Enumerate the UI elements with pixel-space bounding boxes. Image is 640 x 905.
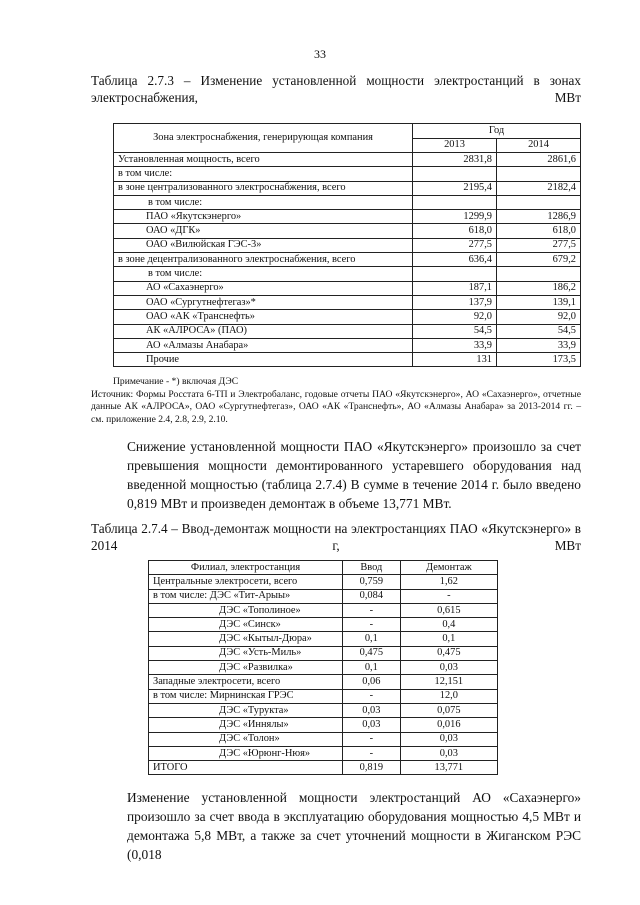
table1-value-2014: 33,9 — [497, 338, 581, 352]
table2-value-removal: 0,03 — [400, 746, 497, 760]
paragraph-1-text: Снижение установленной мощности ПАО «Якутскэнерго» произошло за счет превышения мощности демонтированного устаревшего оборудования над введенной мощностью (таблица 2.7.4) В сумме в течение 2014 г. было введено 0,819 МВт и произведен демонтаж в объеме 13,771 МВт. — [127, 439, 581, 511]
table1-row — [114, 195, 581, 209]
table2-value-removal: 12,151 — [400, 675, 497, 689]
table1-value-2013: 2195,4 — [413, 181, 497, 195]
table2-row — [149, 575, 498, 589]
table2-value-removal: 0,016 — [400, 718, 497, 732]
table2-value-input: 0,475 — [343, 646, 401, 660]
table2-value-input: 0,819 — [343, 761, 401, 775]
table1-row — [114, 295, 581, 309]
table1-source: Источник: Формы Росстата 6-ТП и Электробаланс, годовые отчеты ПАО «Якутскэнерго», АО «Сахаэнерго», отчетные данные АК «АЛРОСА», ОАО «Сургутнефтегаз», ОАО «АК «Транснефть», АО «Алмазы Анабара» за 2013-2014 гг. – см. приложение 2.4, 2.8, 2.9, 2.10. — [91, 388, 581, 425]
table1-row-label: ОАО «АК «Транснефть» — [114, 310, 413, 324]
table1-value-2013: 92,0 — [413, 310, 497, 324]
table1-value-2013: 137,9 — [413, 295, 497, 309]
table2-value-input: 0,1 — [343, 661, 401, 675]
table2-value-input: - — [343, 618, 401, 632]
table1-value-2013: 33,9 — [413, 338, 497, 352]
table1-row — [114, 210, 581, 224]
table1-value-2014: 2861,6 — [497, 153, 581, 167]
table1-row-label: ОАО «Вилюйская ГЭС-3» — [114, 238, 413, 252]
table1-row — [114, 267, 581, 281]
table1-row-label: ОАО «Сургутнефтегаз»* — [114, 295, 413, 309]
table2-value-removal: 0,4 — [400, 618, 497, 632]
table2-row — [149, 646, 498, 660]
table2-value-input: 0,06 — [343, 675, 401, 689]
table1-row-label: в том числе: — [114, 267, 413, 281]
table2-row — [149, 675, 498, 689]
table2-row-label: ДЭС «Развилка» — [149, 661, 343, 675]
table2-row-label: ИТОГО — [149, 761, 343, 775]
table1-value-2014: 54,5 — [497, 324, 581, 338]
table1-header-year: Год — [413, 124, 581, 139]
table1-value-2014: 1286,9 — [497, 210, 581, 224]
table1-value-2014: 139,1 — [497, 295, 581, 309]
table1-row — [114, 324, 581, 338]
table1-value-2013: 2831,8 — [413, 153, 497, 167]
table2-row — [149, 718, 498, 732]
table2-row — [149, 661, 498, 675]
table1-value-2013 — [413, 267, 497, 281]
table1-row — [114, 338, 581, 352]
table1-value-2014: 2182,4 — [497, 181, 581, 195]
table1-value-2013 — [413, 195, 497, 209]
table2-row — [149, 732, 498, 746]
table1-value-2014: 618,0 — [497, 224, 581, 238]
table2-row-label: ДЭС «Синск» — [149, 618, 343, 632]
table2-row-label: ДЭС «Усть-Миль» — [149, 646, 343, 660]
table1-value-2014 — [497, 195, 581, 209]
table1-value-2013: 1299,9 — [413, 210, 497, 224]
table2-row-label: ДЭС «Иннялы» — [149, 718, 343, 732]
table1-installed-capacity — [113, 123, 581, 367]
table2-row — [149, 761, 498, 775]
table2-value-removal: 13,771 — [400, 761, 497, 775]
table2-input-removal — [148, 560, 498, 775]
table1-value-2014: 92,0 — [497, 310, 581, 324]
table1-value-2014: 173,5 — [497, 353, 581, 367]
table1-row-label: ПАО «Якутскэнерго» — [114, 210, 413, 224]
table2-row-label: Центральные электросети, всего — [149, 575, 343, 589]
table2-row — [149, 589, 498, 603]
paragraph-2 — [91, 788, 581, 864]
table1-header-2014: 2014 — [497, 138, 581, 153]
table1-value-2013: 277,5 — [413, 238, 497, 252]
table1-row — [114, 153, 581, 167]
table1-row — [114, 224, 581, 238]
table1-row-label: в зоне децентрализованного электроснабжения, всего — [114, 253, 413, 267]
table1-row-label: в зоне централизованного электроснабжения, всего — [114, 181, 413, 195]
table2-value-input: 0,03 — [343, 703, 401, 717]
table2-value-input: - — [343, 603, 401, 617]
table1-row-label: АК «АЛРОСА» (ПАО) — [114, 324, 413, 338]
table1-row-label: Прочие — [114, 353, 413, 367]
table1-header-company: Зона электроснабжения, генерирующая компания — [114, 124, 413, 153]
table1-row-label: АО «Алмазы Анабара» — [114, 338, 413, 352]
table2-row — [149, 618, 498, 632]
table2-row — [149, 632, 498, 646]
table2-row-label: ДЭС «Толон» — [149, 732, 343, 746]
table1-value-2014: 186,2 — [497, 281, 581, 295]
table1-row — [114, 310, 581, 324]
table2-value-input: - — [343, 732, 401, 746]
table1-value-2013: 54,5 — [413, 324, 497, 338]
table2-value-input: 0,03 — [343, 718, 401, 732]
table2-value-removal: 12,0 — [400, 689, 497, 703]
table2-row — [149, 603, 498, 617]
table2-value-removal: 0,1 — [400, 632, 497, 646]
table2-row-label: ДЭС «Юрюнг-Нюя» — [149, 746, 343, 760]
table2-value-input: 0,759 — [343, 575, 401, 589]
table2-row-label: Западные электросети, всего — [149, 675, 343, 689]
table2-caption: Таблица 2.7.4 – Ввод-демонтаж мощности на электростанциях ПАО «Якутскэнерго» в 2014 г, МВт — [91, 521, 581, 553]
table1-header-2013: 2013 — [413, 138, 497, 153]
table1-value-2013: 187,1 — [413, 281, 497, 295]
table2-value-removal: - — [400, 589, 497, 603]
table2-value-removal: 0,075 — [400, 703, 497, 717]
table1-row — [114, 238, 581, 252]
table2-header-branch: Филиал, электростанция — [149, 561, 343, 575]
table1-value-2013: 131 — [413, 353, 497, 367]
table2-value-removal: 0,615 — [400, 603, 497, 617]
table1-row-label: Установленная мощность, всего — [114, 153, 413, 167]
table1-row-label: в том числе: — [114, 195, 413, 209]
table2-header-removal: Демонтаж — [400, 561, 497, 575]
paragraph-1 — [91, 437, 581, 513]
table1-value-2013: 618,0 — [413, 224, 497, 238]
table1-row-label: в том числе: — [114, 167, 413, 181]
table2-row-label: ДЭС «Кытыл-Дюра» — [149, 632, 343, 646]
page-number: 33 — [314, 47, 326, 61]
table2-value-removal: 0,03 — [400, 661, 497, 675]
table2-value-input: - — [343, 689, 401, 703]
table2-row-label: в том числе: Мирнинская ГРЭС — [149, 689, 343, 703]
table1-value-2014: 679,2 — [497, 253, 581, 267]
table1-row — [114, 181, 581, 195]
table1-notes — [91, 376, 581, 426]
table1-caption: Таблица 2.7.3 – Изменение установленной мощности электростанций в зонах электроснабжения, МВт — [91, 73, 581, 105]
table2-value-removal: 0,03 — [400, 732, 497, 746]
paragraph-2-text: Изменение установленной мощности электростанций АО «Сахаэнерго» произошло за счет ввода в эксплуатацию оборудования мощностью 4,5 МВт и демонтажа 5,8 МВт, а также за счет уточнений мощности в Жиганском РЭС (0,018 — [127, 790, 581, 862]
table2-value-input: 0,1 — [343, 632, 401, 646]
table2-value-removal: 0,475 — [400, 646, 497, 660]
table1-row — [114, 281, 581, 295]
table1-row — [114, 253, 581, 267]
table1-value-2014 — [497, 267, 581, 281]
table1-value-2013: 636,4 — [413, 253, 497, 267]
table2-row-label: в том числе: ДЭС «Тит-Арыы» — [149, 589, 343, 603]
table2-value-input: - — [343, 746, 401, 760]
table2-row — [149, 689, 498, 703]
table1-value-2014: 277,5 — [497, 238, 581, 252]
table1-row — [114, 353, 581, 367]
table1-value-2014 — [497, 167, 581, 181]
table2-row-label: ДЭС «Тополиное» — [149, 603, 343, 617]
table2-header-input: Ввод — [343, 561, 401, 575]
table2-row — [149, 703, 498, 717]
table2-value-removal: 1,62 — [400, 575, 497, 589]
table1-row-label: АО «Сахаэнерго» — [114, 281, 413, 295]
table2-row-label: ДЭС «Турукта» — [149, 703, 343, 717]
table1-value-2013 — [413, 167, 497, 181]
table2-value-input: 0,084 — [343, 589, 401, 603]
table1-note: Примечание - *) включая ДЭС — [113, 376, 239, 387]
table2-row — [149, 746, 498, 760]
table1-row — [114, 167, 581, 181]
table1-row-label: ОАО «ДГК» — [114, 224, 413, 238]
